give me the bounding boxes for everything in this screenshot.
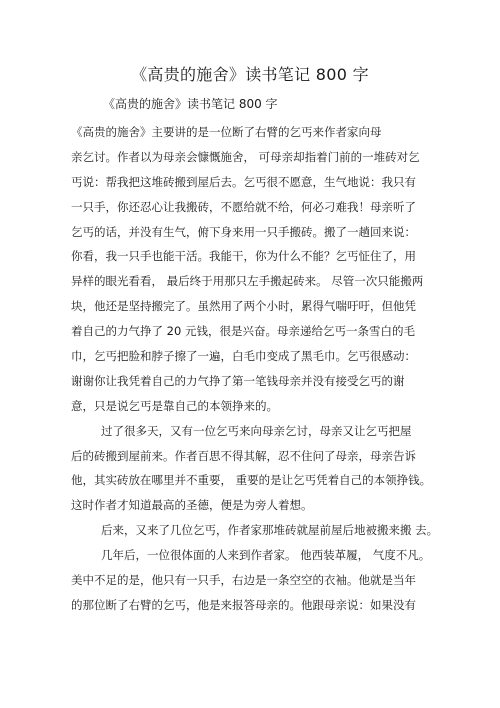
text-line: 过了很多天，又有一位乞丐来向母亲乞讨，母亲又让乞丐把屋 <box>101 423 412 438</box>
text-line: 块，他还是坚持搬完了。虽然用了两个小时，累得气喘吁吁，但他凭 <box>71 299 416 314</box>
text-line: 的那位断了右臂的乞丐，他是来报答母亲的。他跟母亲说：如果没有 <box>71 597 416 612</box>
text-line: 《高贵的施舍》主要讲的是一位断了右臂的乞丐来作者家向母 <box>71 125 382 139</box>
text-line: 谢谢你让我凭着自己的力气挣了第一笔钱母亲并没有接受乞丐的谢 <box>71 373 405 388</box>
text-line: 后来，又来了几位乞丐，作者家那堆砖就屋前屋后地被搬来搬 去。 <box>101 523 439 538</box>
text-line: 他，其实砖放在哪里并不重要， 重要的是让乞丐凭着自己的本领挣钱。 <box>71 473 432 488</box>
text-line: 丐说：帮我把这堆砖搬到屋后去。乞丐很不愿意，生气地说：我只有 <box>71 174 416 189</box>
text-line: 乞丐的话，并没有生气，俯下身来用一只手搬砖。搬了一趟回来说： <box>71 224 416 239</box>
text-line: 着自己的力气挣了 20 元钱，很是兴奋。母亲递给乞丐一条雪白的毛 <box>71 324 415 339</box>
text-line: 美中不足的是，他只有一只手，右边是一条空空的衣袖。他就是当年 <box>71 573 416 588</box>
text-line: 后的砖搬到屋前来。作者百思不得其解，忍不住问了母亲，母亲告诉 <box>71 448 416 463</box>
text-line: 你看，我一只手也能干活。我能干，你为什么不能？乞丐怔住了，用 <box>71 249 416 264</box>
text-line: 巾，乞丐把脸和脖子擦了一遍，白毛巾变成了黑毛巾。乞丐很感动： <box>71 349 416 364</box>
text-line: 异样的眼光看看， 最后终于用那只左手搬起砖来。 尽管一次只能搬两 <box>71 274 424 289</box>
text-line: 意，只是说乞丐是靠自己的本领挣来的。 <box>71 398 278 413</box>
document-subtitle: 《高贵的施舍》读书笔记 800 字 <box>103 97 278 111</box>
text-line: 这时作者才知道最高的圣德，便是为旁人着想。 <box>71 498 313 513</box>
text-line: 几年后，一位很体面的人来到作者家。 他西装革履， 气度不凡。 <box>101 548 431 563</box>
text-line: 亲乞讨。作者以为母亲会慷慨施舍， 可母亲却指着门前的一堆砖对乞 <box>71 149 420 164</box>
text-line: 一只手，你还忍心让我搬砖，不愿给就不给，何必刁难我！母亲听了 <box>71 199 416 214</box>
page-title: 《高贵的施舍》读书笔记 800 字 <box>131 65 369 84</box>
body-text <box>71 124 451 622</box>
